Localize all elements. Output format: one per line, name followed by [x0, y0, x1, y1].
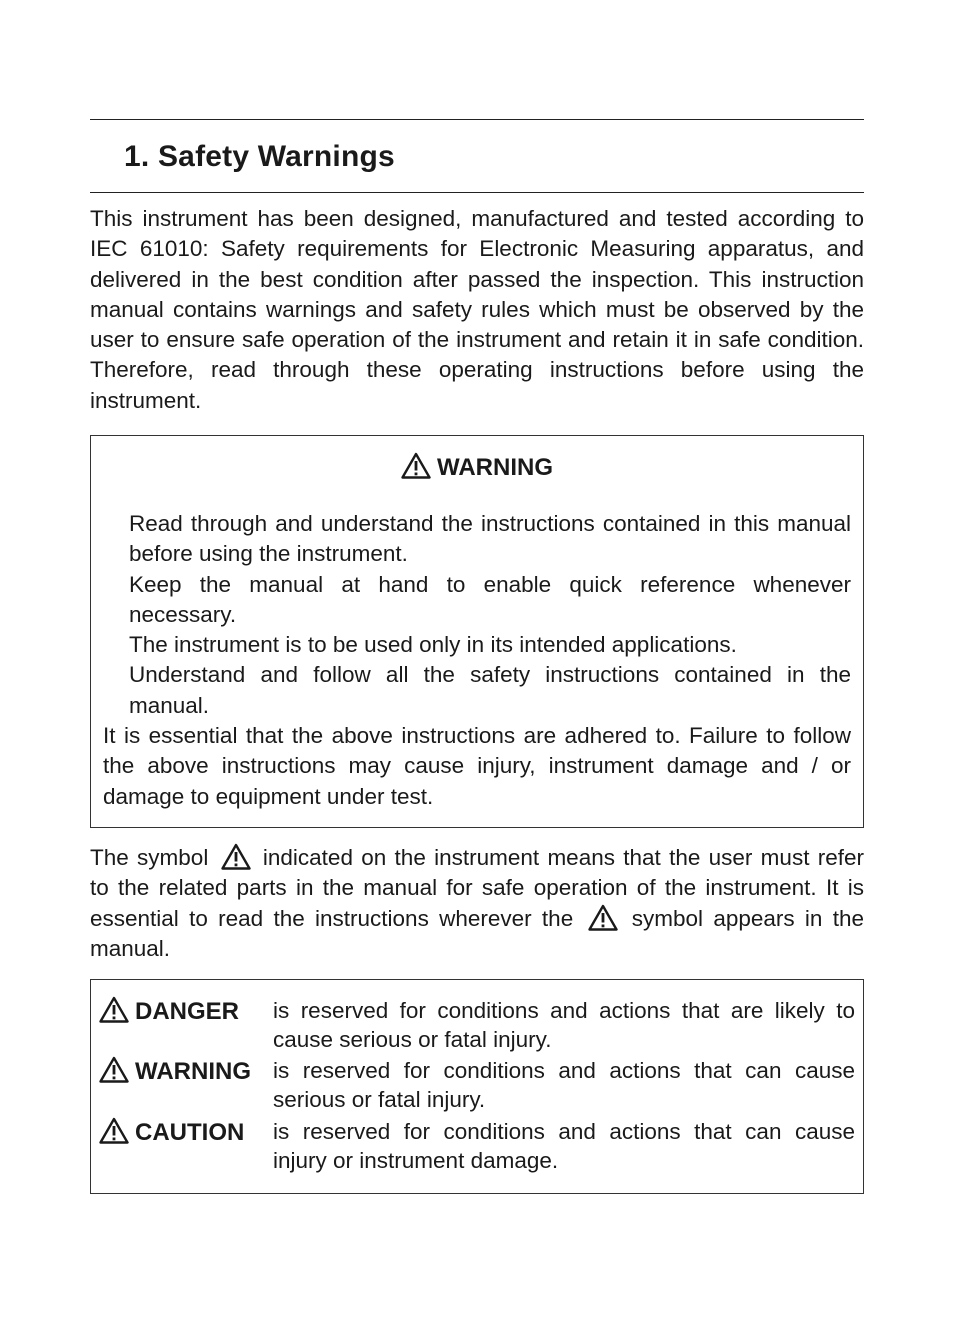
warning-description: is reserved for conditions and actions that can cause serious or fatal injury. — [273, 1058, 855, 1112]
section-number: 1. — [124, 140, 150, 173]
signal-words-box — [90, 979, 864, 1194]
warning-list — [129, 509, 851, 721]
symbol-paragraph — [90, 843, 864, 964]
list-item: Keep the manual at hand to enable quick reference whenever necessary. — [129, 571, 851, 627]
page-title — [124, 138, 395, 176]
list-item: Read through and understand the instructions contained in this manual before using the instrument. — [129, 511, 851, 567]
warning-box — [90, 435, 864, 828]
intro-paragraph: This instrument has been designed, manufactured and tested according to IEC 61010: Safety requirements for Electronic Measuring apparatus, and delivered in the best condition after passed the inspection. This instruction manual contains warnings and safety rules which must be observed by the user to ensure safe operation of the instrument and retain it in safe condition. Therefore, read through these operating instructions before using the instrument. — [90, 206, 864, 413]
danger-description: is reserved for conditions and actions that are likely to cause serious or fatal injury. — [273, 998, 855, 1052]
danger-term: DANGER — [135, 998, 240, 1025]
caution-term: CAUTION — [135, 1119, 245, 1146]
warning-triangle-icon — [221, 843, 251, 870]
heading-bottom-rule — [90, 192, 864, 193]
warning-label — [99, 1056, 251, 1086]
symbol-text-part1: The symbol — [90, 845, 217, 870]
warning-box-title-text: WARNING — [437, 454, 553, 481]
warning-triangle-icon — [401, 452, 431, 479]
caution-label — [99, 1117, 244, 1147]
warning-triangle-icon — [99, 1117, 129, 1144]
warning-triangle-icon — [588, 904, 618, 931]
symbol-text-part2: indicated on the instrument means that the user must refer to the related parts in the manual for safe operation of the instrument. It is essential to read the instructions wherever the — [90, 845, 864, 931]
warning-term: WARNING — [135, 1058, 251, 1085]
list-item: Understand and follow all the safety instructions contained in the manual. — [129, 662, 851, 718]
heading-top-rule — [90, 119, 864, 120]
section-title: Safety Warnings — [157, 140, 395, 173]
warning-note: It is essential that the above instructions are adhered to. Failure to follow the above instructions may cause injury, instrument damage and / or damage to equipment under test. — [103, 723, 851, 809]
warning-triangle-icon — [99, 1056, 129, 1083]
warning-triangle-icon — [99, 996, 129, 1023]
symbol-text-part3: symbol appears in the manual. — [90, 905, 865, 961]
warning-box-title — [91, 452, 863, 483]
list-item: The instrument is to be used only in its intended applications. — [129, 632, 737, 658]
caution-description: is reserved for conditions and actions that can cause injury or instrument damage. — [273, 1119, 855, 1173]
danger-label — [99, 996, 239, 1026]
